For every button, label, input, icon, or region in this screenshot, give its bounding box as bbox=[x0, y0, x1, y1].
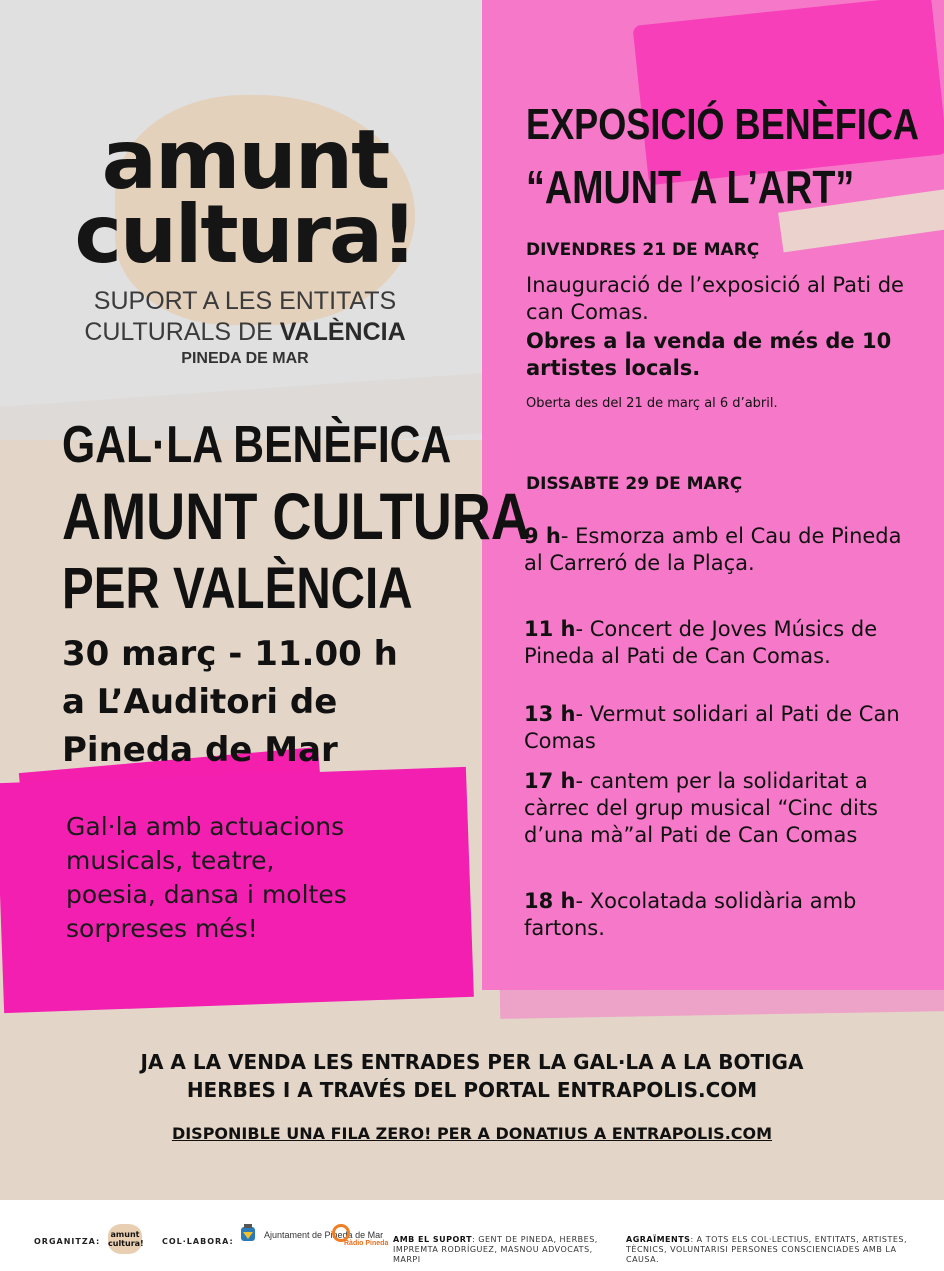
logo-tagline-1: SUPORT A LES ENTITATS bbox=[93, 287, 397, 315]
gala-venue-2: Pineda de Mar bbox=[62, 730, 338, 770]
gala-desc-line: sorpreses més! bbox=[66, 914, 258, 943]
schedule-text: - Esmorza amb el Cau de Pineda al Carreró de la Plaça. bbox=[524, 524, 902, 575]
col-labora-label: COL·LABORA: bbox=[162, 1237, 234, 1246]
organitza-label: ORGANITZA: bbox=[34, 1237, 101, 1246]
open-dates-text: Oberta des del 21 de març al 6 d’abril. bbox=[526, 396, 778, 411]
logo-word-cultura: cultura! bbox=[74, 188, 416, 281]
schedule-time: 17 h bbox=[524, 769, 576, 793]
inauguration-text: Inauguració de l’exposició al Pati de can Comas. bbox=[526, 273, 904, 324]
gala-title-1: GAL·LA BENÈFICA bbox=[62, 416, 452, 474]
gala-title-3: PER VALÈNCIA bbox=[62, 556, 413, 621]
radio-pineda-text: Ràdio Pineda bbox=[344, 1240, 389, 1247]
gala-desc-line: musicals, teatre, bbox=[66, 846, 275, 875]
tagline-prefix: CULTURALS DE bbox=[84, 318, 280, 346]
gala-desc-line: Gal·la amb actuacions bbox=[66, 812, 345, 841]
suport-list: : GENT DE PINEDA, HERBES, IMPREMTA RODRÍGUEZ, MASNOU ADVOCATS, MARPI bbox=[393, 1235, 598, 1264]
ajuntament-logo-text: Ajuntament de Pineda de Mar bbox=[264, 1230, 384, 1240]
schedule-text: - Xocolatada solidària amb fartons. bbox=[524, 889, 857, 940]
amunt-cultura-mini-logo: amunt cultura! bbox=[108, 1224, 142, 1254]
schedule-time: 18 h bbox=[524, 889, 576, 913]
tickets-line-1: JA A LA VENDA LES ENTRADES PER LA GAL·LA A LA BOTIGA bbox=[140, 1050, 804, 1074]
schedule-text: - Vermut solidari al Pati de Can Comas bbox=[524, 702, 900, 753]
gala-venue-1: a L’Auditori de bbox=[62, 682, 338, 722]
schedule-time: 9 h bbox=[524, 524, 561, 548]
schedule-item bbox=[524, 768, 924, 849]
agraiments-label: AGRAÏMENTS bbox=[626, 1235, 691, 1244]
ajuntament-crest-icon bbox=[240, 1224, 256, 1244]
gala-desc-line: poesia, dansa i moltes bbox=[66, 880, 347, 909]
expo-title-1: EXPOSICIÓ BENÈFICA bbox=[526, 100, 919, 149]
artworks-text: Obres a la venda de més de 10 artistes locals. bbox=[526, 329, 892, 380]
schedule-item bbox=[524, 701, 924, 755]
gala-date: 30 març - 11.00 h bbox=[62, 634, 398, 674]
day-heading-saturday: DISSABTE 29 DE MARÇ bbox=[526, 474, 743, 494]
fila-zero-link[interactable]: DISPONIBLE UNA FILA ZERO! PER A DONATIUS A ENTRAPOLIS.COM bbox=[171, 1124, 773, 1143]
agraiments-list: : A TOTS ELS COL·LECTIUS, ENTITATS, ARTISTES, TÈCNICS, VOLUNTARISI PERSONES CONSCIENCIADES AMB LA CAUSA. bbox=[626, 1235, 908, 1264]
schedule-item bbox=[524, 523, 924, 577]
schedule-time: 13 h bbox=[524, 702, 576, 726]
tickets-line-2: HERBES I A TRAVÉS DEL PORTAL ENTRAPOLIS.COM bbox=[186, 1078, 758, 1102]
tagline-bold: VALÈNCIA bbox=[279, 318, 406, 346]
schedule-text: - cantem per la solidaritat a càrrec del grup musical “Cinc dits d’una mà”al Pati de Can Comas bbox=[524, 769, 878, 847]
schedule-item bbox=[524, 888, 924, 942]
suport-text bbox=[393, 1235, 608, 1265]
pink-brush-stroke-top bbox=[632, 0, 944, 185]
schedule-time: 11 h bbox=[524, 617, 576, 641]
agraiments-text bbox=[626, 1235, 916, 1265]
gala-description bbox=[66, 810, 446, 946]
logo-word-amunt: amunt bbox=[101, 113, 389, 208]
day-heading-friday: DIVENDRES 21 DE MARÇ bbox=[526, 240, 760, 260]
suport-label: AMB EL SUPORT bbox=[393, 1235, 473, 1244]
logo-place: PINEDA DE MAR bbox=[181, 350, 309, 367]
expo-title-2: “AMUNT A L’ART” bbox=[526, 161, 855, 213]
schedule-item bbox=[524, 616, 924, 670]
gala-title-2: AMUNT CULTURA bbox=[62, 479, 530, 553]
logo-tagline-2 bbox=[40, 318, 450, 347]
schedule-text: - Concert de Joves Músics de Pineda al Pati de Can Comas. bbox=[524, 617, 878, 668]
